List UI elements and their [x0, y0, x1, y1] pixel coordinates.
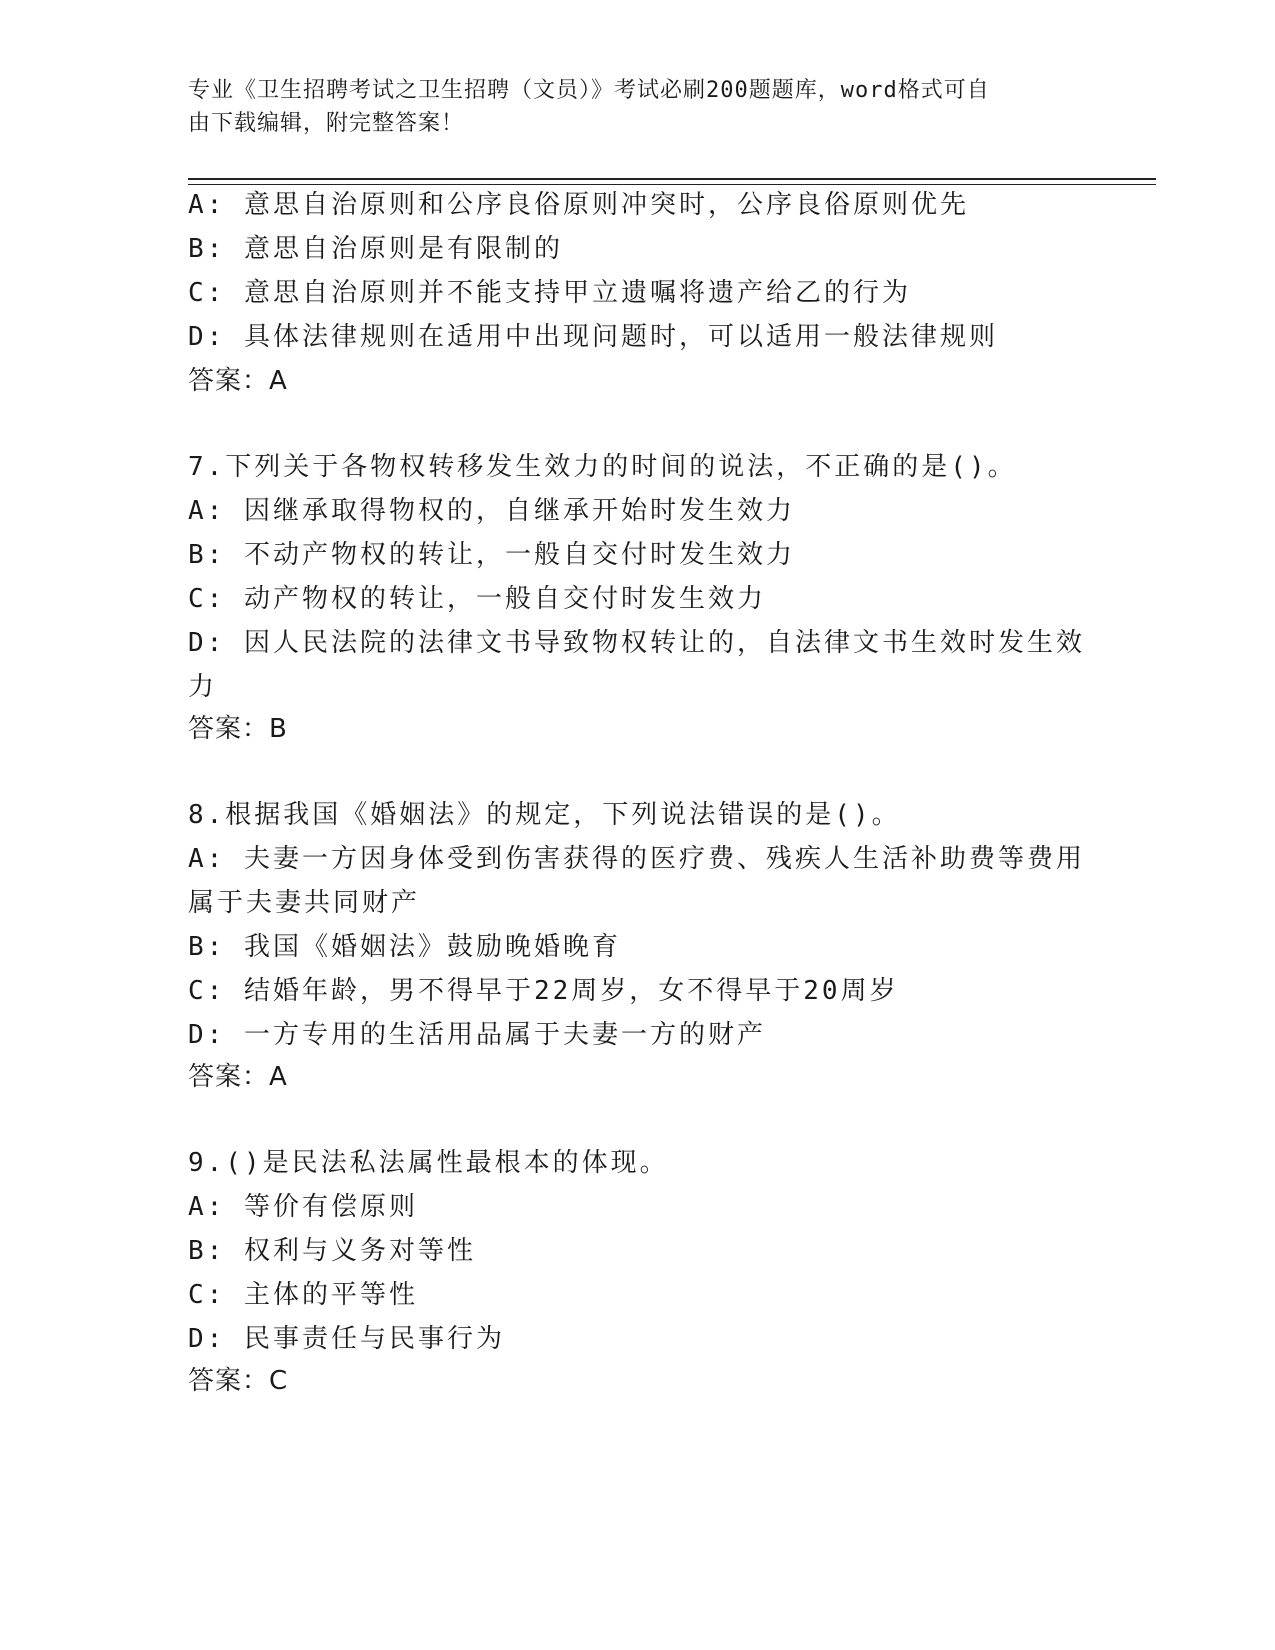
q6-option-c: C: 意思自治原则并不能支持甲立遗嘱将遗产给乙的行为: [188, 278, 911, 308]
q8-answer: 答案：A: [188, 1062, 288, 1092]
q8-option-b: B: 我国《婚姻法》鼓励晚婚晚育: [188, 932, 621, 962]
q9-answer: 答案：C: [188, 1366, 289, 1396]
q8-option-a-line-2: 属于夫妻共同财产: [188, 888, 421, 918]
q7-answer: 答案：B: [188, 714, 288, 744]
q7-option-c: C: 动产物权的转让，一般自交付时发生效力: [188, 584, 766, 614]
q9-option-c: C: 主体的平等性: [188, 1280, 418, 1310]
q8-option-c: C: 结婚年龄，男不得早于22周岁，女不得早于20周岁: [188, 976, 899, 1006]
q8-stem: 8.根据我国《婚姻法》的规定，下列说法错误的是()。: [188, 800, 901, 830]
q7-stem: 7.下列关于各物权转移发生效力的时间的说法，不正确的是()。: [188, 452, 1017, 482]
header-line-2: 由下载编辑，附完整答案！: [188, 111, 465, 136]
q7-option-a: A: 因继承取得物权的，自继承开始时发生效力: [188, 496, 795, 526]
q9-stem: 9.()是民法私法属性最根本的体现。: [188, 1148, 669, 1178]
q9-option-b: B: 权利与义务对等性: [188, 1236, 476, 1266]
q7-option-d-line-2: 力: [188, 672, 218, 702]
header-line-1: 专业《卫生招聘考试之卫生招聘（文员）》考试必刷200题题库，word格式可自: [188, 78, 990, 103]
document-header: [188, 74, 1068, 140]
q9-option-a: A: 等价有偿原则: [188, 1192, 418, 1222]
q7-option-b: B: 不动产物权的转让，一般自交付时发生效力: [188, 540, 795, 570]
q6-option-d: D: 具体法律规则在适用中出现问题时，可以适用一般法律规则: [188, 322, 998, 352]
q6-option-a: A: 意思自治原则和公序良俗原则冲突时，公序良俗原则优先: [188, 190, 969, 220]
q6-answer: 答案：A: [188, 366, 288, 396]
q8-option-a-line-1: A: 夫妻一方因身体受到伤害获得的医疗费、残疾人生活补助费等费用: [188, 844, 1085, 874]
q7-option-d-line-1: D: 因人民法院的法律文书导致物权转让的，自法律文书生效时发生效: [188, 628, 1085, 658]
header-divider-thin: [188, 184, 1156, 185]
q9-option-d: D: 民事责任与民事行为: [188, 1324, 505, 1354]
q8-option-d: D: 一方专用的生活用品属于夫妻一方的财产: [188, 1020, 766, 1050]
q6-option-b: B: 意思自治原则是有限制的: [188, 234, 563, 264]
header-divider-thick: [188, 178, 1156, 180]
